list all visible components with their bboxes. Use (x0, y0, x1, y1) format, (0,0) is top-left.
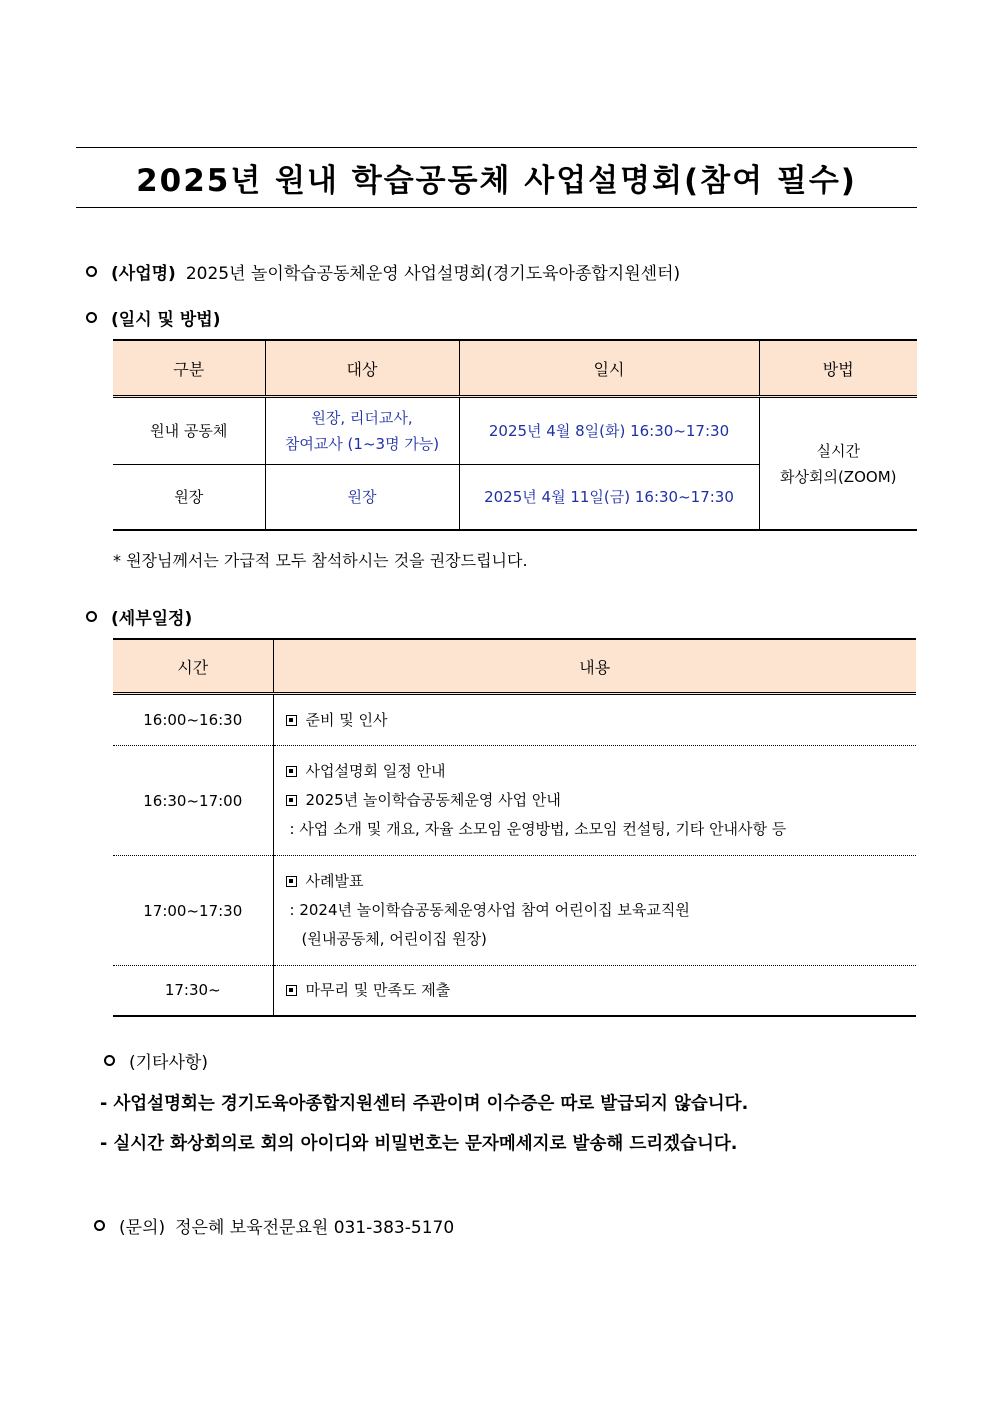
item-text: 사례발표 (305, 872, 364, 890)
row-time: 17:30~ (113, 966, 273, 1016)
row-time: 17:00~17:30 (113, 856, 273, 966)
details-label: (세부일정) (111, 609, 193, 629)
list-item (286, 786, 916, 815)
item-text: 2025년 놀이학습공동체운영 사업 안내 (305, 791, 561, 809)
list-item (286, 757, 916, 786)
details-section-heading (86, 604, 192, 629)
target-line: 원장, 리더교사, (311, 409, 413, 427)
table-row (113, 746, 916, 856)
contact-section (94, 1213, 454, 1238)
schedule-table (113, 339, 917, 531)
square-bullet-icon (286, 715, 297, 726)
row-target: 원장 (265, 465, 459, 531)
etc-line: - 사업설명회는 경기도육아종합지원센터 주관이며 이수증은 따로 발급되지 않습니다. (100, 1094, 749, 1114)
page-title: 2025년 원내 학습공동체 사업설명회(참여 필수) (136, 163, 857, 199)
details-table (113, 638, 916, 1017)
item-subtext: : 사업 소개 및 개요, 자율 소모임 운영방법, 소모임 컨설팅, 기타 안내사항 등 (289, 820, 787, 838)
header-datetime: 일시 (459, 340, 759, 397)
etc-section-heading (104, 1048, 208, 1073)
item-subtext: : 2024년 놀이학습공동체운영사업 참여 어린이집 보육교직원 (289, 901, 690, 919)
table-row (113, 856, 916, 966)
table-row (113, 694, 916, 746)
row-content (273, 694, 916, 746)
row-category: 원장 (113, 465, 265, 531)
row-content (273, 966, 916, 1016)
contact-label: (문의) (119, 1218, 166, 1238)
table-header-row (113, 340, 917, 397)
item-text: 준비 및 인사 (305, 710, 388, 729)
contact-value: 정은혜 보육전문요원 031-383-5170 (175, 1218, 455, 1238)
row-target (265, 397, 459, 465)
circle-bullet-icon (86, 611, 97, 622)
method-cell (759, 397, 917, 531)
schedule-label: (일시 및 방법) (111, 310, 221, 330)
circle-bullet-icon (86, 312, 97, 323)
row-datetime: 2025년 4월 11일(금) 16:30~17:30 (459, 465, 759, 531)
item-text: 사업설명회 일정 안내 (305, 762, 446, 780)
item-text: 마무리 및 만족도 제출 (305, 980, 451, 999)
row-datetime: 2025년 4월 8일(화) 16:30~17:30 (459, 397, 759, 465)
project-section (86, 259, 680, 284)
project-label: (사업명) (111, 264, 176, 284)
row-content (273, 746, 916, 856)
circle-bullet-icon (94, 1220, 105, 1231)
etc-line: - 실시간 화상회의로 회의 아이디와 비밀번호는 문자메세지로 발송해 드리겠습니다. (100, 1134, 738, 1154)
table-row (113, 966, 916, 1016)
row-category: 원내 공동체 (113, 397, 265, 465)
header-category: 구분 (113, 340, 265, 397)
method-line: 실시간 (816, 441, 860, 460)
square-bullet-icon (286, 766, 297, 777)
table-row (113, 397, 917, 465)
project-value: 2025년 놀이학습공동체운영 사업설명회(경기도육아종합지원센터) (185, 264, 681, 284)
title-box (76, 147, 917, 208)
list-item (286, 867, 916, 896)
schedule-section-heading (86, 305, 221, 330)
list-item (286, 706, 916, 735)
target-line: 참여교사 (1~3명 가능) (284, 435, 440, 453)
square-bullet-icon (286, 985, 297, 996)
item-subtext: (원내공동체, 어린이집 원장) (301, 930, 487, 948)
header-target: 대상 (265, 340, 459, 397)
circle-bullet-icon (86, 266, 97, 277)
etc-label: (기타사항) (129, 1053, 208, 1073)
header-time: 시간 (113, 639, 273, 694)
row-time: 16:30~17:00 (113, 746, 273, 856)
row-content (273, 856, 916, 966)
square-bullet-icon (286, 876, 297, 887)
schedule-note: * 원장님께서는 가급적 모두 참석하시는 것을 권장드립니다. (113, 551, 528, 570)
table-header-row (113, 639, 916, 694)
row-time: 16:00~16:30 (113, 694, 273, 746)
header-method: 방법 (759, 340, 917, 397)
square-bullet-icon (286, 795, 297, 806)
list-item (286, 976, 916, 1005)
method-line: 화상회의(ZOOM) (780, 467, 897, 486)
header-content: 내용 (273, 639, 916, 694)
circle-bullet-icon (104, 1055, 115, 1066)
